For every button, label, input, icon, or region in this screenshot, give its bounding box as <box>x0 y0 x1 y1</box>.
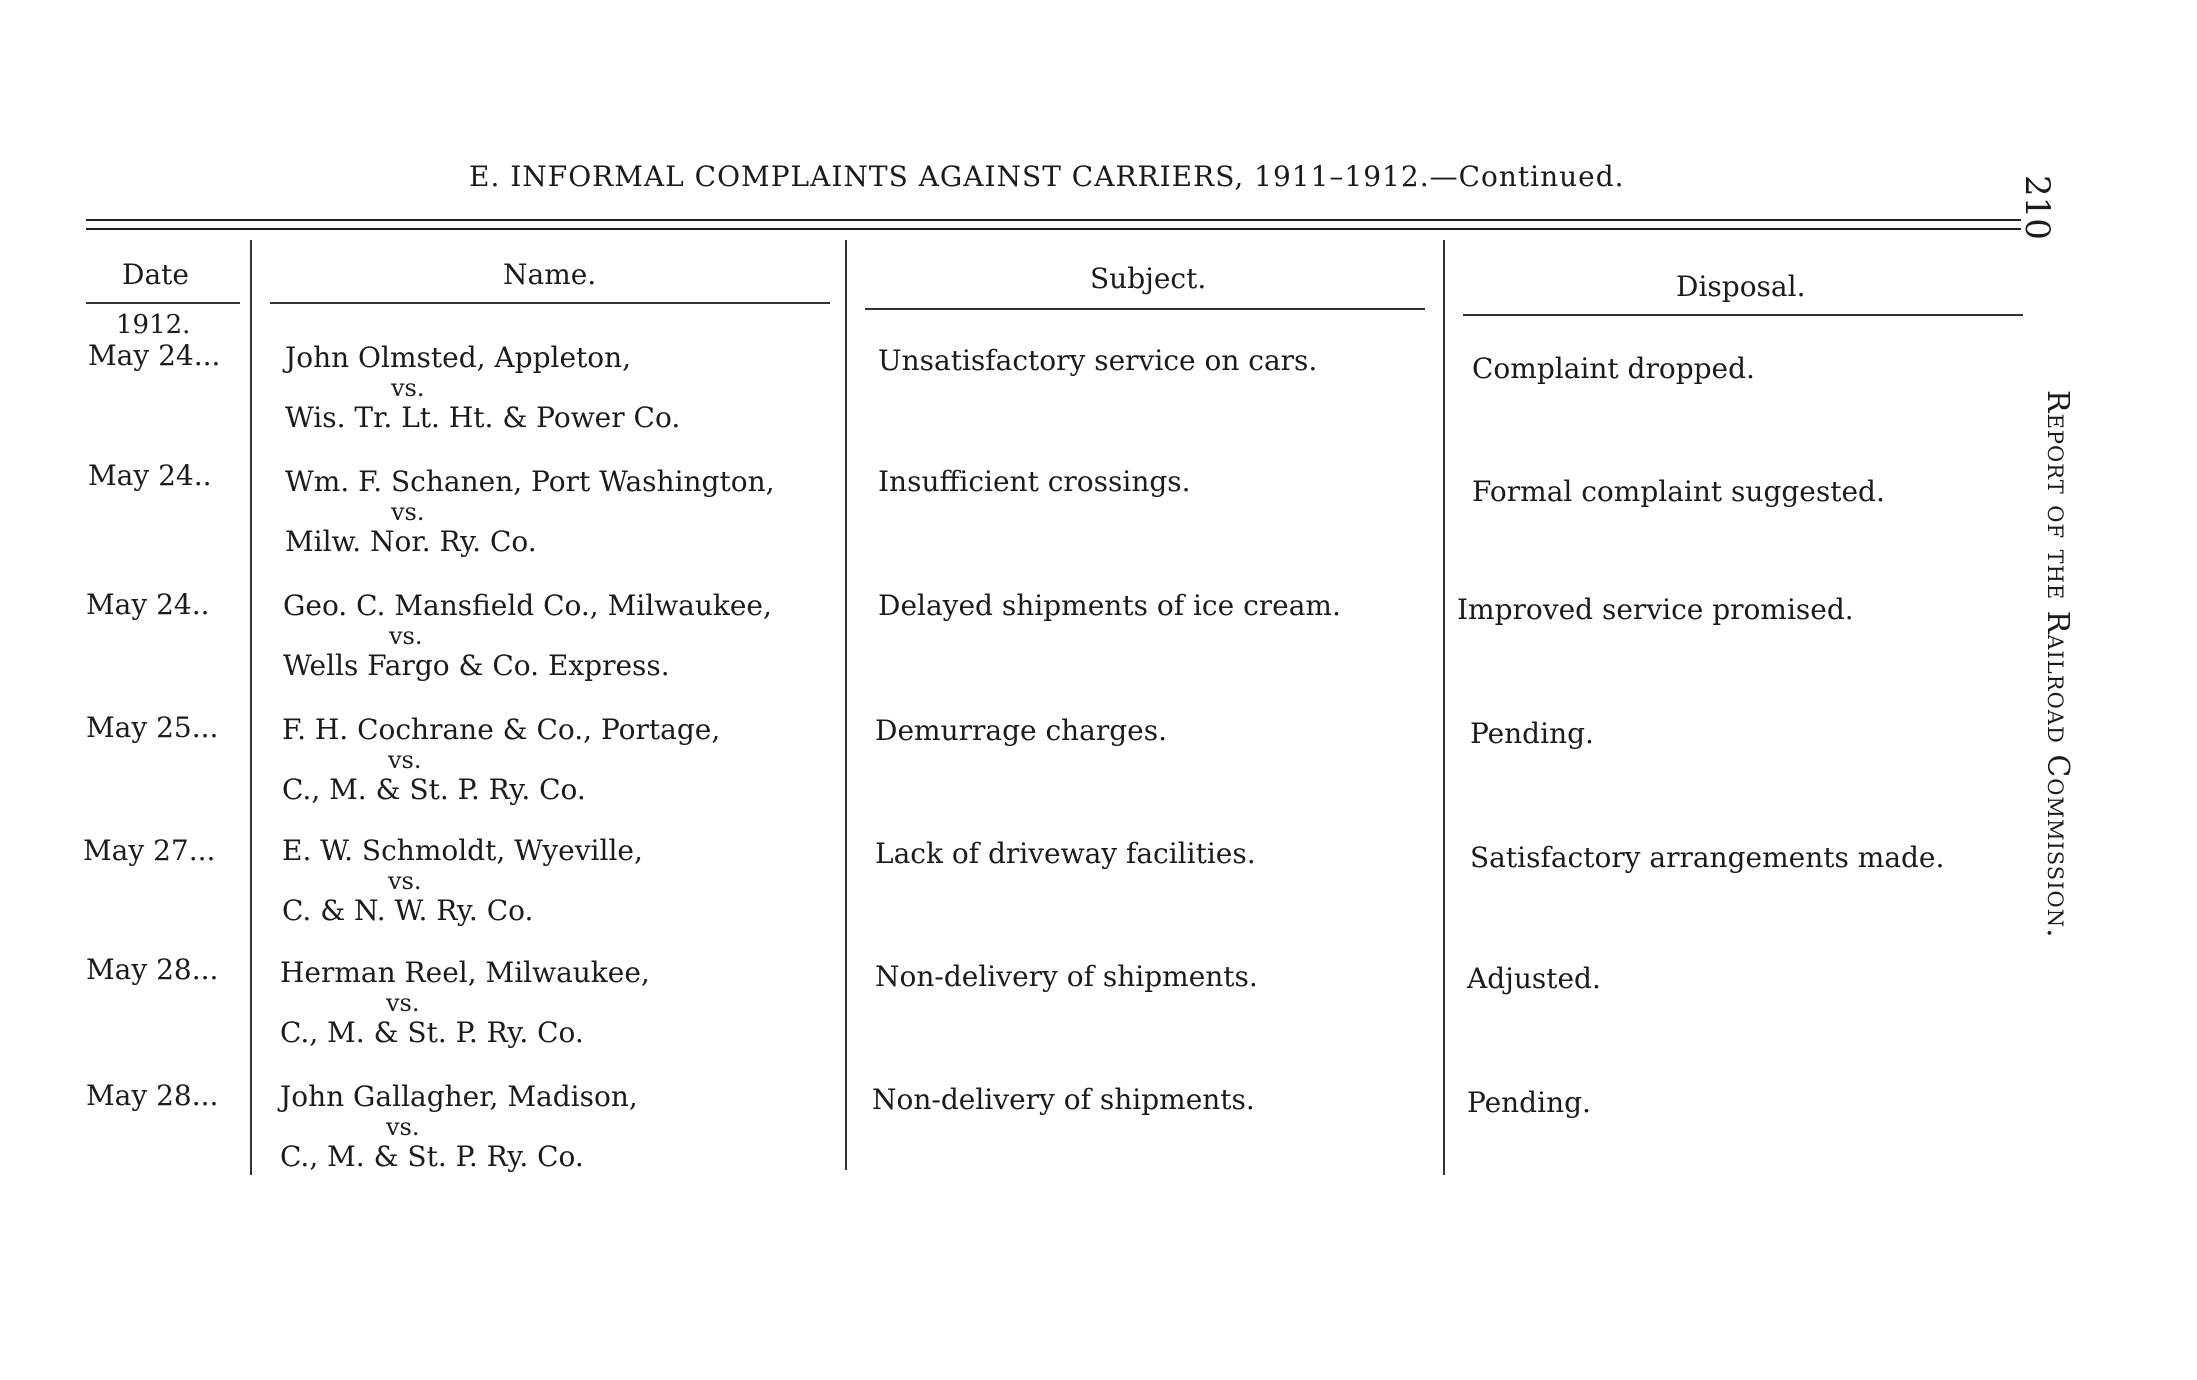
year-label: 1912. <box>116 310 191 340</box>
column-divider-subject <box>1443 240 1445 1175</box>
carrier: Wells Fargo & Co. Express. <box>283 649 670 682</box>
table-row-name <box>283 591 772 681</box>
column-divider-name <box>845 240 847 1170</box>
versus: vs. <box>386 989 420 1017</box>
table-row-subject: Non-delivery of shipments. <box>872 1083 1255 1116</box>
complainant: John Gallagher, Madison, <box>280 1080 638 1113</box>
table-row-subject: Insufficient crossings. <box>878 465 1191 498</box>
carrier: C. & N. W. Ry. Co. <box>282 894 534 927</box>
title-rule-top <box>86 219 2021 221</box>
table-row-name <box>282 836 643 926</box>
complainant: Wm. F. Schanen, Port Washington, <box>285 465 775 498</box>
header-date: Date <box>122 258 189 291</box>
versus: vs. <box>391 498 425 526</box>
versus: vs. <box>388 746 422 774</box>
table-row-name <box>280 1082 638 1172</box>
carrier: C., M. & St. P. Ry. Co. <box>280 1016 584 1049</box>
header-rule-date <box>86 302 240 304</box>
table-row-disposal: Satisfactory arrangements made. <box>1470 841 1945 874</box>
table-row-subject: Non-delivery of shipments. <box>875 960 1258 993</box>
table-row-name <box>285 467 775 557</box>
table-row-disposal: Formal complaint suggested. <box>1472 475 1885 508</box>
carrier: Wis. Tr. Lt. Ht. & Power Co. <box>285 401 681 434</box>
versus: vs. <box>391 374 425 402</box>
header-rule-name <box>270 302 830 304</box>
complainant: Geo. C. Mansfield Co., Milwaukee, <box>283 589 772 622</box>
header-subject: Subject. <box>1090 262 1207 295</box>
table-row-name <box>280 958 650 1048</box>
table-row-disposal: Pending. <box>1467 1086 1591 1119</box>
table-row-date: May 24... <box>88 339 221 372</box>
carrier: C., M. & St. P. Ry. Co. <box>282 773 586 806</box>
table-row-disposal: Complaint dropped. <box>1472 352 1755 385</box>
header-disposal: Disposal. <box>1676 270 1806 303</box>
table-row-subject: Lack of driveway facilities. <box>875 837 1256 870</box>
table-row-date: May 24.. <box>88 459 212 492</box>
complainant: John Olmsted, Appleton, <box>285 341 632 374</box>
title-rule-bottom <box>86 228 2021 230</box>
carrier: C., M. & St. P. Ry. Co. <box>280 1140 584 1173</box>
versus: vs. <box>386 1113 420 1141</box>
table-row-name <box>285 343 680 433</box>
versus: vs. <box>388 867 422 895</box>
header-rule-subject <box>865 308 1425 310</box>
page-title: E. INFORMAL COMPLAINTS AGAINST CARRIERS, 1911–1912.—Continued. <box>469 160 1625 193</box>
carrier: Milw. Nor. Ry. Co. <box>285 525 537 558</box>
complainant: F. H. Cochrane & Co., Portage, <box>282 713 721 746</box>
column-divider-date <box>250 240 252 1175</box>
table-row-date: May 24.. <box>86 588 210 621</box>
running-head: Report of the Railroad Commission. <box>2040 390 2075 939</box>
table-row-date: May 25... <box>86 711 219 744</box>
table-row-date: May 27... <box>83 834 216 867</box>
table-row-date: May 28... <box>86 953 219 986</box>
table-row-date: May 28... <box>86 1079 219 1112</box>
table-row-subject: Unsatisfactory service on cars. <box>878 344 1318 377</box>
header-name: Name. <box>503 258 597 291</box>
complainant: E. W. Schmoldt, Wyeville, <box>282 834 643 867</box>
page-number: 210 <box>2017 175 2057 240</box>
header-rule-disposal <box>1463 314 2023 316</box>
complainant: Herman Reel, Milwaukee, <box>280 956 650 989</box>
table-row-subject: Demurrage charges. <box>875 714 1168 747</box>
table-row-name <box>282 715 720 805</box>
table-row-disposal: Adjusted. <box>1467 962 1601 995</box>
table-row-subject: Delayed shipments of ice cream. <box>878 589 1341 622</box>
versus: vs. <box>389 622 423 650</box>
table-row-disposal: Pending. <box>1470 717 1594 750</box>
table-row-disposal: Improved service promised. <box>1457 593 1854 626</box>
